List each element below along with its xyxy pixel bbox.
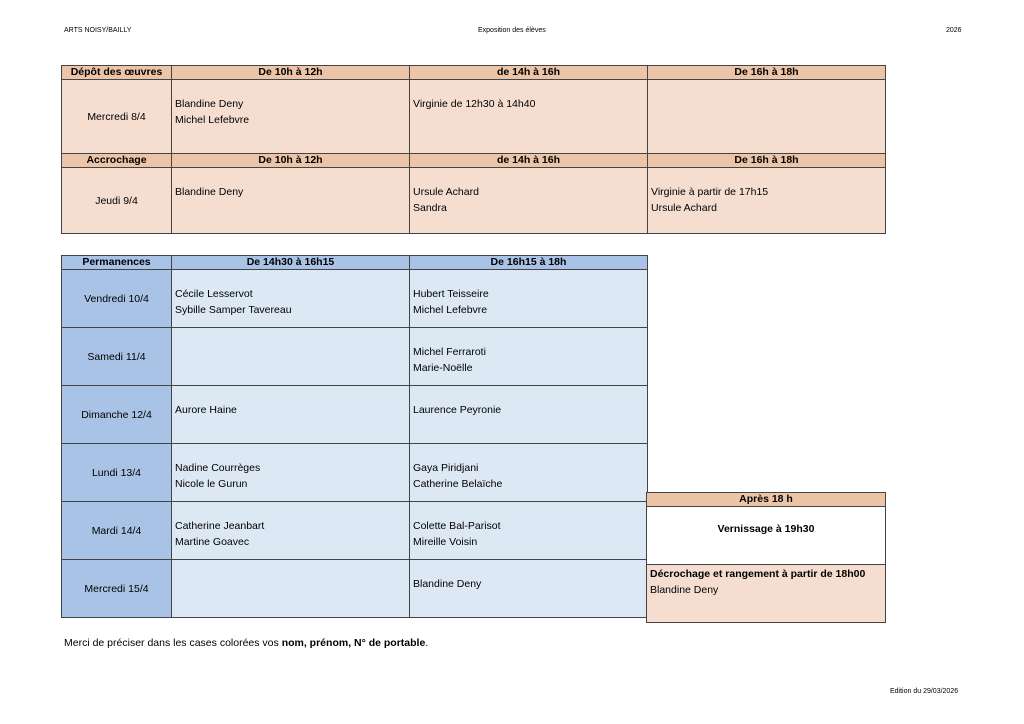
permanence-cell-2[interactable]	[410, 270, 648, 328]
apres-table	[646, 492, 886, 623]
permanence-cell-1[interactable]	[172, 502, 410, 560]
note-bold: nom, prénom, N° de portable	[281, 637, 426, 649]
depot-header-row	[62, 66, 886, 80]
permanence-day: Samedi 11/4	[62, 328, 172, 386]
name-line: Hubert Teisseire	[413, 288, 489, 300]
permanences-table	[61, 255, 648, 618]
name-line: Catherine Belaïche	[413, 478, 503, 490]
note-suffix: .	[425, 637, 429, 649]
name-line: Nadine Courrèges	[175, 462, 261, 474]
accrochage-header-row	[62, 154, 886, 168]
vernissage-text: Vernissage à 19h30	[647, 507, 886, 565]
name-line: Ursule Achard	[413, 186, 479, 198]
permanence-day: Mercredi 15/4	[62, 560, 172, 618]
permanence-day: Dimanche 12/4	[62, 386, 172, 444]
accrochage-day: Jeudi 9/4	[62, 168, 172, 234]
name-line: Nicole le Gurun	[175, 478, 248, 490]
name-line: Michel Lefebvre	[175, 114, 250, 126]
vernissage-row	[647, 507, 886, 565]
name-line: Sandra	[413, 202, 447, 214]
accrochage-col-1: De 10h à 12h	[172, 154, 410, 168]
permanence-cell-2[interactable]	[410, 502, 648, 560]
name-line: Michel Lefebvre	[413, 304, 488, 316]
setup-table	[61, 65, 886, 234]
permanence-day: Mardi 14/4	[62, 502, 172, 560]
permanence-cell-2[interactable]	[410, 560, 648, 618]
permanences-header-row	[62, 256, 648, 270]
accrochage-label: Accrochage	[62, 154, 172, 168]
name-line: Michel Ferraroti	[413, 346, 486, 358]
table-row	[62, 560, 648, 618]
header-left: ARTS NOISY/BAILLY	[64, 27, 132, 34]
permanence-cell-1[interactable]	[172, 270, 410, 328]
accrochage-cell-3[interactable]	[648, 168, 886, 234]
depot-label: Dépôt des œuvres	[62, 66, 172, 80]
depot-row	[62, 80, 886, 154]
depot-col-2: de 14h à 16h	[410, 66, 648, 80]
name-line: Mireille Voisin	[413, 536, 478, 548]
permanence-day: Vendredi 10/4	[62, 270, 172, 328]
permanence-cell-1[interactable]	[172, 386, 410, 444]
header-right: 2026	[946, 27, 962, 34]
name-line: Gaya Piridjani	[413, 462, 479, 474]
depot-cell-2[interactable]	[410, 80, 648, 154]
depot-col-3: De 16h à 18h	[648, 66, 886, 80]
note-prefix: Merci de préciser dans les cases colorées vos	[64, 637, 282, 649]
permanence-cell-1[interactable]	[172, 328, 410, 386]
permanence-cell-2[interactable]	[410, 328, 648, 386]
name-line: Cécile Lesservot	[175, 288, 253, 300]
decrochage-cell[interactable]	[647, 565, 886, 623]
depot-col-1: De 10h à 12h	[172, 66, 410, 80]
table-row	[62, 502, 648, 560]
table-row	[62, 328, 648, 386]
accrochage-col-3: De 16h à 18h	[648, 154, 886, 168]
permanence-day: Lundi 13/4	[62, 444, 172, 502]
name-line: Catherine Jeanbart	[175, 520, 265, 532]
name-line: Ursule Achard	[651, 202, 717, 214]
name-line: Blandine Deny	[175, 98, 244, 110]
permanences-col-1: De 14h30 à 16h15	[172, 256, 410, 270]
name-line: Aurore Haine	[175, 404, 237, 416]
accrochage-cell-1[interactable]	[172, 168, 410, 234]
accrochage-row	[62, 168, 886, 234]
accrochage-col-2: de 14h à 16h	[410, 154, 648, 168]
table-row	[62, 444, 648, 502]
instructions-note	[64, 637, 428, 649]
depot-cell-3[interactable]	[648, 80, 886, 154]
name-line: Martine Goavec	[175, 536, 250, 548]
decrochage-row	[647, 565, 886, 623]
name-line: Blandine Deny	[175, 186, 244, 198]
apres-header: Après 18 h	[647, 493, 886, 507]
permanences-label: Permanences	[62, 256, 172, 270]
name-line: Virginie à partir de 17h15	[651, 186, 769, 198]
permanence-cell-2[interactable]	[410, 444, 648, 502]
name-line: Virginie de 12h30 à 14h40	[413, 98, 536, 110]
apres-header-row	[647, 493, 886, 507]
depot-cell-1[interactable]	[172, 80, 410, 154]
permanence-cell-1[interactable]	[172, 444, 410, 502]
decrochage-title: Décrochage et rangement à partir de 18h00	[650, 568, 866, 580]
name-line: Sybille Samper Tavereau	[175, 304, 292, 316]
permanence-cell-1[interactable]	[172, 560, 410, 618]
table-row	[62, 270, 648, 328]
name-line: Blandine Deny	[650, 584, 719, 596]
accrochage-cell-2[interactable]	[410, 168, 648, 234]
name-line: Colette Bal-Parisot	[413, 520, 501, 532]
footer-edition: Edition du 29/03/2026	[890, 688, 959, 695]
permanence-cell-2[interactable]	[410, 386, 648, 444]
depot-day: Mercredi 8/4	[62, 80, 172, 154]
permanences-col-2: De 16h15 à 18h	[410, 256, 648, 270]
name-line: Marie-Noëlle	[413, 362, 473, 374]
header-center: Exposition des élèves	[478, 27, 546, 34]
table-row	[62, 386, 648, 444]
name-line: Laurence Peyronie	[413, 404, 502, 416]
name-line: Blandine Deny	[413, 578, 482, 590]
